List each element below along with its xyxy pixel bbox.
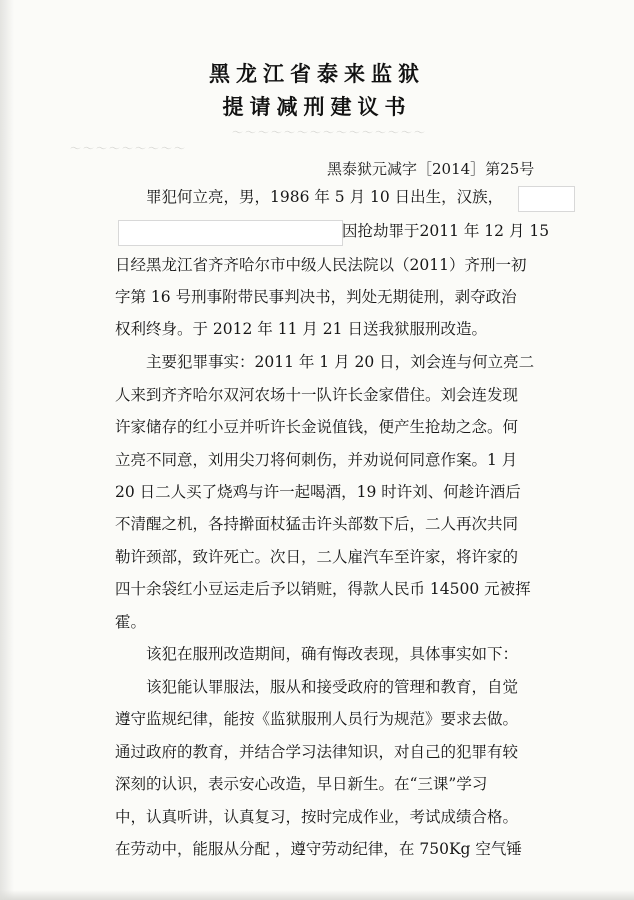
body-line: 权利终身。于 2012 年 11 月 21 日送我狱服刑改造。 [115,320,487,338]
bleed-through-mark: 〜〜〜〜〜〜〜〜〜〜〜〜〜〜〜 [232,126,427,139]
redaction-box [518,186,575,212]
body-line: 罪犯何立亮，男，1986 年 5 月 10 日出生，汉族， [146,188,504,206]
body-line: 因抢劫罪于2011 年 12 月 15 [342,222,550,240]
scan-shadow-bottom [0,890,634,900]
body-line: 20 日二人买了烧鸡与许一起喝酒，19 时许刘、何趁许酒后 [115,483,521,501]
body-line: 霍。 [115,613,147,631]
body-line: 字第 16 号刑事附带民事判决书，判处无期徒刑，剥夺政治 [115,288,517,306]
body-line: 日经黑龙江省齐齐哈尔市中级人民法院以（2011）齐刑一初 [115,256,527,274]
body-line: 该犯能认罪服法，服从和接受政府的管理和教育，自觉 [146,678,519,696]
body-line: 深刻的认识，表示安心改造，早日新生。在“三课”学习 [115,775,488,793]
body-line: 四十余袋红小豆运走后予以销赃，得款人民币 14500 元被挥 [115,580,531,598]
document-title-org: 黑龙江省泰来监狱 [209,62,425,86]
body-line: 人来到齐齐哈尔双河农场十一队许长金家借住。刘会连发现 [115,386,519,404]
redaction-box [118,220,343,246]
document-title: 提请减刑建议书 [222,95,412,119]
scan-shadow-left [0,0,14,900]
body-line: 立亮不同意，刘用尖刀将何刺伤，并劝说何同意作案。1 月 [115,451,518,469]
bleed-through-mark: 〜〜〜〜〜〜〜〜〜 [70,142,187,155]
body-line: 该犯在服刑改造期间，确有悔改表现，具体事实如下： [146,645,519,663]
body-line: 不清醒之机，各持擀面杖猛击许头部数下后，二人再次共同 [115,515,519,533]
body-line: 许家储存的红小豆并听许长金说值钱，便产生抢劫之念。何 [115,418,519,436]
document-number: 黑泰狱元减字［2014］第25号 [327,160,535,178]
body-line: 主要犯罪事实：2011 年 1 月 20 日，刘会连与何立亮二 [146,353,535,371]
body-line: 中，认真听讲，认真复习，按时完成作业，考试成绩合格。 [115,808,519,826]
body-line: 遵守监规纪律，能按《监狱服刑人员行为规范》要求去做。 [115,710,519,728]
body-line: 在劳动中，能服从分配 ，遵守劳动纪律，在 750Kg 空气锤 [115,840,522,858]
body-line: 通过政府的教育，并结合学习法律知识，对自己的犯罪有较 [115,743,519,761]
body-line: 勒许颈部，致许死亡。次日，二人雇汽车至许家，将许家的 [115,548,519,566]
